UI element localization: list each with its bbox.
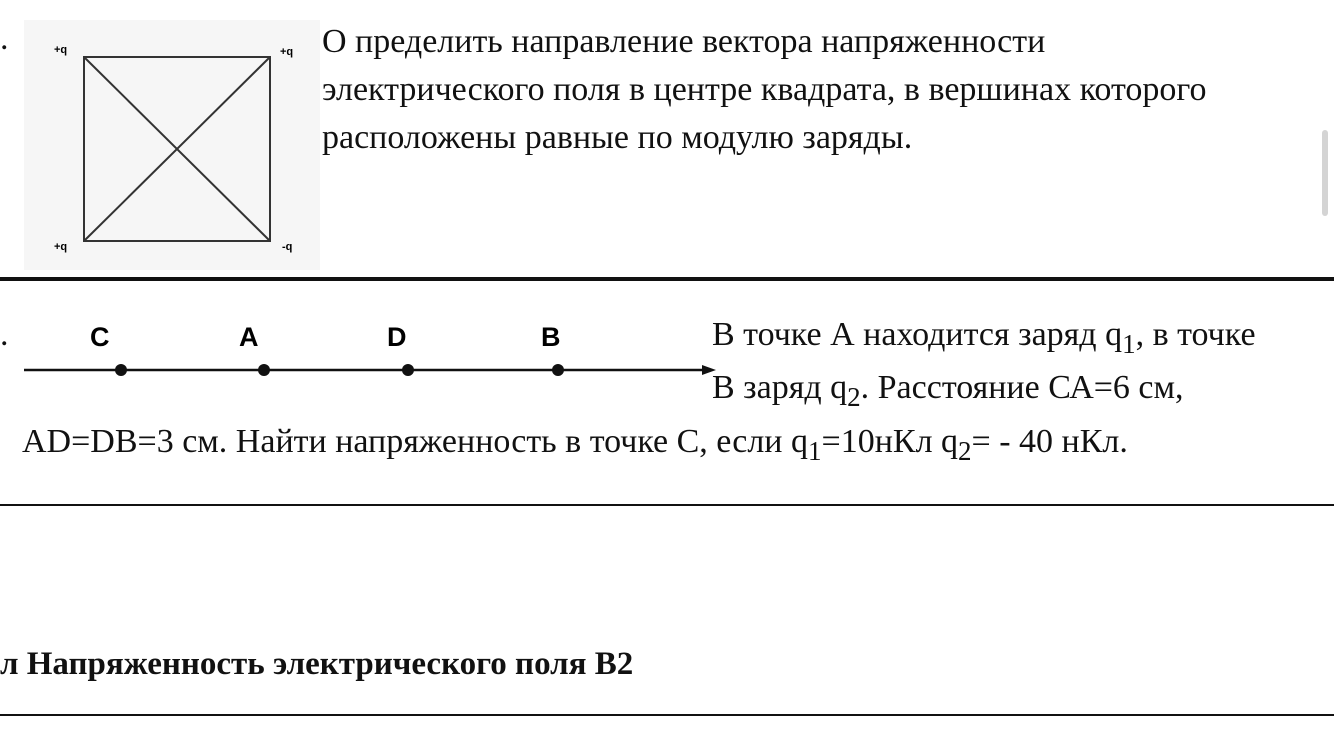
charge-top-right: +q (280, 46, 294, 58)
divider-thick (0, 277, 1334, 281)
problem-1-text (322, 18, 1332, 162)
problem-2-line-3: AD=DB=3 см. Найти напряженность в точке С, если $q_1=10нКл$ $q_2= - 40$ нКл. (22, 423, 1128, 466)
charge-top-left: +q (54, 44, 68, 56)
point-label-b: B (541, 322, 561, 352)
points-line-diagram (20, 310, 720, 390)
problem-1-line-3: расположены равные по модулю заряды. (322, 119, 913, 156)
square-charges-figure (24, 20, 320, 270)
charge-bottom-right: -q (282, 241, 293, 253)
point-label-c: C (90, 322, 110, 352)
scrollbar-thumb[interactable] (1322, 130, 1328, 216)
problem-1-line-2: электрического поля в центре квадрата, в вершинах которого (322, 71, 1207, 108)
problem-2-line-2: В заряд $q_2$. Расстояние СА=6 см, (712, 369, 1184, 412)
divider-1 (0, 504, 1334, 506)
problem-2-line-1: В точке А находится заряд $q_1$, в точке (712, 316, 1256, 359)
divider-2 (0, 714, 1334, 716)
point-label-d: D (387, 322, 407, 352)
problem-1-number: . (0, 20, 9, 57)
section-title: л Напряженность электрического поля В2 (0, 646, 634, 682)
points-line-figure (20, 310, 720, 390)
square-diagram (24, 20, 320, 270)
point-label-a: A (239, 322, 259, 352)
problem-1-line-1: О пределить направление вектора напряженности (322, 23, 1046, 60)
charge-bottom-left: +q (54, 241, 68, 253)
problem-2-number: . (0, 316, 9, 353)
